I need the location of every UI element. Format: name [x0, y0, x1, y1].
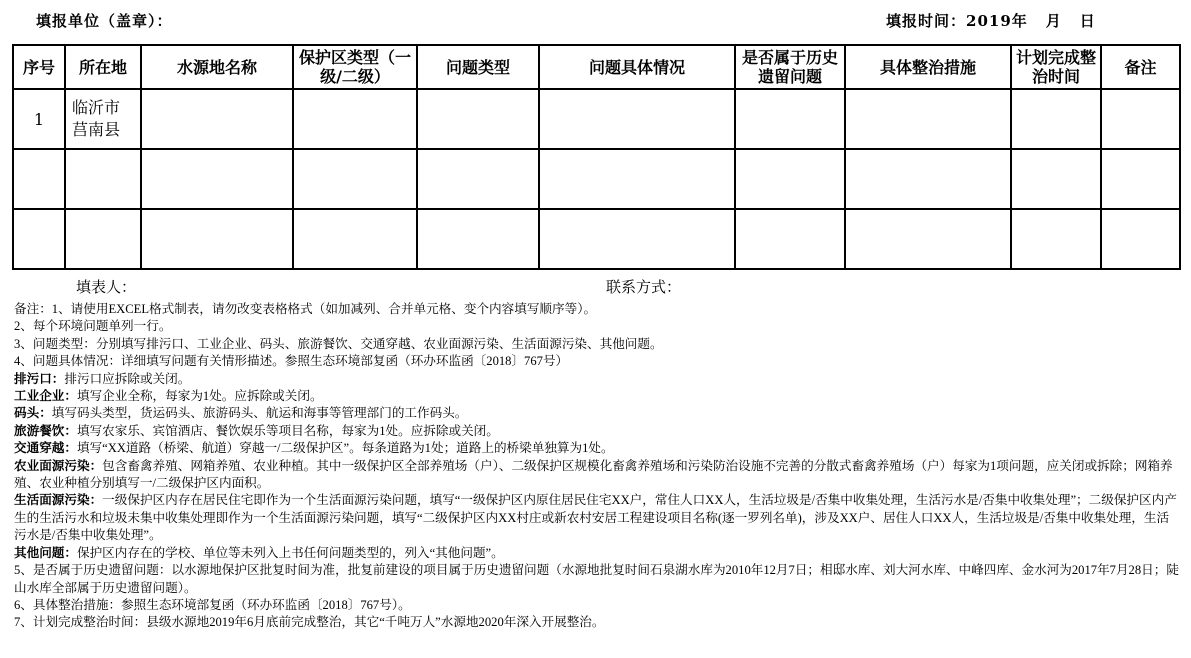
note-2: 2、每个环境问题单列一行。: [14, 319, 172, 334]
cell-deadline[interactable]: [1011, 149, 1101, 209]
cell-issue-detail[interactable]: [539, 89, 735, 149]
note-1: 备注：1、请使用EXCEL格式制表，请勿改变表格格式（如加减列、合并单元格、变个内容填写顺序等）。: [14, 302, 597, 316]
col-header-deadline: 计划完成整治时间: [1011, 45, 1101, 89]
cell-issue-type[interactable]: [417, 209, 539, 269]
cell-issue-detail[interactable]: [539, 149, 735, 209]
note-life-text: 一级保护区内存在居民住宅即作为一个生活面源污染问题，填写“一级保护区内原住居民住宅XX户，常住人口XX人，生活垃圾是/否集中收集处理，生活污水是/否集中收集处理”；二级保护区内产生的生活污水和垃圾未集中收集处理即作为一个生活面源污染问题，填写“二级保护区内XX村庄或新农村安居工程建设项目名称(逐一罗列名单)，涉及XX户、居住人口XX人，生活垃圾是/否集中收集处理，生活污水是/否集中收集处理”。: [14, 493, 1177, 543]
note-other: [14, 545, 1180, 562]
cell-deadline[interactable]: [1011, 209, 1101, 269]
filler-label: 填表人：: [76, 278, 137, 296]
reporting-year: 2019年: [966, 12, 1028, 30]
cell-issue-type[interactable]: [417, 149, 539, 209]
note-tourism-label: 旅游餐饮：: [14, 423, 77, 438]
reporting-time-label: 填报时间：: [886, 12, 967, 30]
reporting-day: 日: [1079, 12, 1096, 30]
col-header-location: 所在地: [65, 45, 141, 89]
note-agri-text: 包含畜禽养殖、网箱养殖、农业种植。其中一级保护区全部养殖场（户）、二级保护区规模化畜禽养殖场和污染防治设施不完善的分散式畜禽养殖场（户）每家为1项问题，应关闭或拆除；网箱养殖、农业种植分别填写一/二级保护区内面积。: [14, 458, 1173, 491]
note-4: 4、问题具体情况：详细填写问题有关情形描述。参照生态环境部复函（环办环监函〔2018〕767号）: [14, 354, 569, 369]
reporting-month: 月: [1045, 12, 1062, 30]
cell-deadline[interactable]: [1011, 89, 1101, 149]
col-header-index: 序号: [13, 45, 65, 89]
col-header-issue-detail: 问题具体情况: [539, 45, 735, 89]
note-outfall-label: 排污口：: [14, 371, 65, 386]
cell-legacy[interactable]: [735, 149, 845, 209]
table-row: [13, 149, 1180, 209]
note-industry: [14, 388, 1180, 405]
note-industry-label: 工业企业：: [14, 389, 77, 404]
cell-legacy[interactable]: [735, 209, 845, 269]
col-header-source-name: 水源地名称: [141, 45, 293, 89]
note-traffic: [14, 440, 1180, 457]
note-life-label: 生活面源污染：: [14, 493, 103, 508]
note-traffic-text: 填写“XX道路（桥梁、航道）穿越一/二级保护区”。每条道路为1处；道路上的桥梁单独算为1处。: [76, 441, 614, 456]
cell-issue-type[interactable]: [417, 89, 539, 149]
note-6: 6、具体整治措施：参照生态环境部复函（环办环监函〔2018〕767号）。: [14, 597, 411, 612]
note-industry-text: 填写企业全称，每家为1处。应拆除或关闭。: [76, 389, 323, 404]
cell-index[interactable]: [13, 209, 65, 269]
cell-remarks[interactable]: [1101, 209, 1180, 269]
note-traffic-label: 交通穿越：: [14, 441, 77, 456]
notes-section: [14, 301, 1180, 632]
note-tourism: [14, 423, 1180, 440]
col-header-remarks: 备注: [1101, 45, 1180, 89]
cell-measures[interactable]: [845, 209, 1011, 269]
location-line: 临沂市: [72, 98, 121, 117]
table-header-row: [13, 45, 1180, 89]
col-header-issue-type: 问题类型: [417, 45, 539, 89]
note-outfall-text: 排污口应拆除或关闭。: [64, 371, 191, 386]
table-row: [13, 89, 1180, 149]
col-header-zone-type: 保护区类型（一级/二级）: [293, 45, 417, 89]
note-outfall: [14, 371, 1180, 388]
cell-measures[interactable]: [845, 89, 1011, 149]
issue-report-table: [12, 44, 1181, 270]
cell-index[interactable]: 1: [13, 89, 65, 149]
location-line: 莒南县: [72, 120, 121, 139]
note-5: 5、是否属于历史遗留问题：以水源地保护区批复时间为准，批复前建设的项目属于历史遗留问题（水源地批复时间石泉湖水库为2010年12月7日；相邸水库、刘大河水库、中峰四库、金水河为2017年7月28日；陡山水库全部属于历史遗留问题）。: [14, 563, 1179, 595]
note-dock-text: 填写码头类型，货运码头、旅游码头、航运和海事等管理部门的工作码头。: [51, 406, 468, 421]
cell-zone-type[interactable]: [293, 89, 417, 149]
reporting-unit-label: 填报单位（盖章）：: [36, 12, 173, 30]
note-tourism-text: 填写农家乐、宾馆酒店、餐饮娱乐等项目名称，每家为1处。应拆除或关闭。: [76, 423, 499, 438]
cell-source-name[interactable]: [141, 149, 293, 209]
table-row: [13, 209, 1180, 269]
cell-location[interactable]: [65, 89, 141, 149]
cell-zone-type[interactable]: [293, 149, 417, 209]
note-dock-label: 码头：: [14, 406, 52, 421]
note-3: 3、问题类型：分别填写排污口、工业企业、码头、旅游餐饮、交通穿越、农业面源污染、生活面源污染、其他问题。: [14, 336, 663, 351]
cell-measures[interactable]: [845, 149, 1011, 209]
note-other-text: 保护区内存在的学校、单位等未列入上书任何问题类型的，列入“其他问题”。: [76, 545, 504, 560]
cell-remarks[interactable]: [1101, 149, 1180, 209]
cell-index[interactable]: [13, 149, 65, 209]
reporting-time: [886, 10, 1096, 31]
col-header-legacy: 是否属于历史遗留问题: [735, 45, 845, 89]
cell-source-name[interactable]: [141, 209, 293, 269]
cell-issue-detail[interactable]: [539, 209, 735, 269]
col-header-measures: 具体整治措施: [845, 45, 1011, 89]
cell-zone-type[interactable]: [293, 209, 417, 269]
note-agri-label: 农业面源污染：: [14, 458, 103, 473]
cell-legacy[interactable]: [735, 89, 845, 149]
note-agri: [14, 458, 1180, 493]
contact-label: 联系方式：: [606, 278, 682, 296]
cell-location[interactable]: [65, 209, 141, 269]
cell-location[interactable]: [65, 149, 141, 209]
note-other-label: 其他问题：: [14, 545, 77, 560]
note-life: [14, 492, 1180, 544]
note-7: 7、计划完成整治时间：县级水源地2019年6月底前完成整治，其它“千吨万人”水源地2020年深入开展整治。: [14, 615, 605, 630]
cell-source-name[interactable]: [141, 89, 293, 149]
note-dock: [14, 405, 1180, 422]
cell-remarks[interactable]: [1101, 89, 1180, 149]
